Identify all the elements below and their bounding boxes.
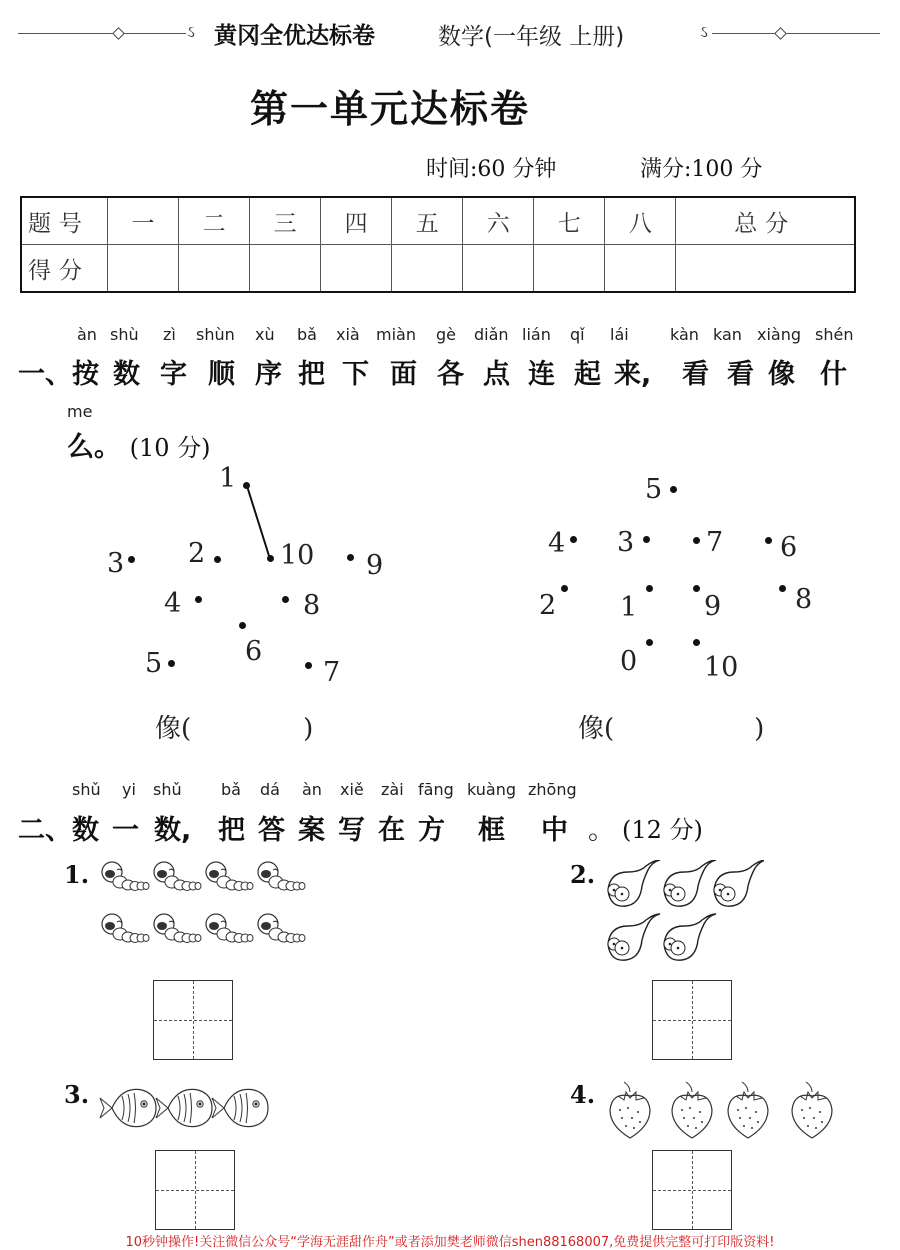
q1-answer-left[interactable] <box>155 708 313 745</box>
pinyin: kuàng <box>467 780 517 799</box>
dot-label: 9 <box>704 591 722 622</box>
dot-label: 8 <box>795 584 813 615</box>
q2-char: 把 <box>218 815 245 846</box>
pinyin: miàn <box>376 325 416 344</box>
q2-char: 案 <box>298 815 325 846</box>
q2-char: 数, <box>154 815 192 846</box>
col-header: 二 <box>179 197 250 245</box>
answer-suffix: ) <box>303 714 314 744</box>
q2-char: 写 <box>338 815 365 846</box>
dot-label: 7 <box>706 527 724 558</box>
dot-2[interactable] <box>561 585 568 592</box>
dot-label: 0 <box>620 646 638 677</box>
dot-10[interactable] <box>693 639 700 646</box>
row-label-score: 得分 <box>21 245 108 293</box>
answer-prefix: 像( <box>578 714 615 744</box>
q2-char: 在 <box>378 815 405 846</box>
col-header: 六 <box>463 197 534 245</box>
item-1-label: 1. <box>64 860 90 889</box>
tadpole-icon <box>604 860 764 970</box>
q1-points: (10 分) <box>129 434 211 462</box>
col-header: 七 <box>534 197 605 245</box>
pinyin: shǔ <box>153 780 182 799</box>
answer-suffix: ) <box>754 714 765 744</box>
pinyin: bǎ <box>297 325 317 344</box>
dot-8[interactable] <box>779 585 786 592</box>
dot-6[interactable] <box>239 622 246 629</box>
pinyin: dá <box>260 780 280 799</box>
dot-5[interactable] <box>670 486 677 493</box>
dot-label: 5 <box>645 474 663 505</box>
pinyin: zhōng <box>528 780 577 799</box>
dot-label: 3 <box>617 527 635 558</box>
pinyin: àn <box>77 325 97 344</box>
dot-4[interactable] <box>195 596 202 603</box>
item-3-answer-box[interactable] <box>155 1150 235 1230</box>
header-brand: 黄冈全优达标卷 <box>214 23 375 49</box>
col-header: 一 <box>108 197 179 245</box>
q1-char: 么。 <box>67 432 121 463</box>
q2-char: 。 <box>588 815 615 846</box>
dot-label: 9 <box>366 550 384 581</box>
dot-label: 2 <box>539 590 557 621</box>
pinyin: me <box>67 402 93 421</box>
col-header: 三 <box>250 197 321 245</box>
dot-label: 8 <box>303 590 321 621</box>
q1-char: 序 <box>255 359 282 390</box>
pinyin: gè <box>436 325 456 344</box>
q1-char: 什 <box>820 359 847 390</box>
answer-prefix: 像( <box>155 714 192 744</box>
q1-char: 来, <box>614 359 652 390</box>
footer-promo-text: 10秒钟操作!关注微信公众号“学海无涯甜作舟”或者添加樊老师微信shen88168007,免费提供完整可打印版资料! <box>125 1235 775 1250</box>
pinyin: yi <box>122 780 136 799</box>
pinyin: xiě <box>340 780 364 799</box>
item-4-answer-box[interactable] <box>652 1150 732 1230</box>
item-2-label: 2. <box>570 860 596 889</box>
dot-1[interactable] <box>243 482 250 489</box>
dot-label: 1 <box>620 592 638 623</box>
dot-label: 7 <box>323 657 341 688</box>
q1-char: 点 <box>483 359 510 390</box>
dot-10[interactable] <box>267 555 274 562</box>
pinyin: xià <box>336 325 360 344</box>
item-2-answer-box[interactable] <box>652 980 732 1060</box>
q1-char: 看 <box>727 359 754 390</box>
q2-char: 框 <box>478 815 505 846</box>
q2-points: (12 分) <box>622 816 703 844</box>
dot-label: 2 <box>188 538 206 569</box>
item-3-label: 3. <box>64 1080 90 1109</box>
q2-char: 二、数 <box>18 815 99 846</box>
dot-label: 1 <box>219 463 237 494</box>
q1-char: 连 <box>528 359 555 390</box>
pinyin: xù <box>255 325 275 344</box>
full-score: 满分:100 分 <box>640 157 763 182</box>
q2-char: 答 <box>258 815 285 846</box>
q1-char: 像 <box>768 359 795 390</box>
q1-answer-right[interactable] <box>578 708 764 745</box>
col-header-total: 总分 <box>676 197 855 245</box>
strawberry-icon <box>606 1080 846 1140</box>
q2-char: 一 <box>112 815 139 846</box>
row-label-question-number: 题号 <box>21 197 108 245</box>
pinyin: lián <box>522 325 551 344</box>
fish-icon <box>98 1080 278 1140</box>
q1-char: 起 <box>574 359 601 390</box>
pinyin: àn <box>302 780 322 799</box>
caterpillar-icon <box>100 860 320 960</box>
dot-label: 3 <box>107 548 125 579</box>
dot-label: 10 <box>704 652 739 683</box>
dot-3[interactable] <box>643 536 650 543</box>
q1-char: 把 <box>298 359 325 390</box>
pinyin: shù <box>110 325 139 344</box>
pinyin: shén <box>815 325 854 344</box>
pinyin: kàn <box>670 325 699 344</box>
dot-9[interactable] <box>693 585 700 592</box>
q1-char: 各 <box>437 359 464 390</box>
dot-2[interactable] <box>214 556 221 563</box>
dot-3[interactable] <box>128 556 135 563</box>
col-header: 八 <box>605 197 676 245</box>
q2-char: 方 <box>418 815 445 846</box>
q1-char: 一、按 <box>18 359 99 390</box>
dot-label: 10 <box>280 540 315 571</box>
q1-char: 看 <box>682 359 709 390</box>
col-header: 五 <box>392 197 463 245</box>
item-4-label: 4. <box>570 1080 596 1109</box>
dot-8[interactable] <box>282 596 289 603</box>
pinyin: zài <box>381 780 404 799</box>
dot-label: 4 <box>548 528 566 559</box>
pinyin: zì <box>163 325 176 344</box>
pinyin: shǔ <box>72 780 101 799</box>
pinyin: shùn <box>196 325 235 344</box>
exam-time: 时间:60 分钟 <box>426 157 557 182</box>
dot-9[interactable] <box>347 554 354 561</box>
pinyin: qǐ <box>570 325 585 344</box>
pinyin: diǎn <box>474 325 509 344</box>
dot-0[interactable] <box>646 639 653 646</box>
pinyin: fāng <box>418 780 454 799</box>
q2-char: 中 <box>541 815 568 846</box>
pinyin: lái <box>610 325 629 344</box>
page-title: 第一单元达标卷 <box>250 86 531 131</box>
dot-7[interactable] <box>305 662 312 669</box>
q1-char: 字 <box>160 359 187 390</box>
dot-label: 5 <box>145 648 163 679</box>
header-subject: 数学(一年级 上册) <box>438 24 625 50</box>
dot-7[interactable] <box>693 537 700 544</box>
dot-label: 6 <box>245 636 263 667</box>
dot-label: 4 <box>164 588 182 619</box>
q1-char: 数 <box>113 359 140 390</box>
dot-label: 6 <box>780 532 798 563</box>
dot-5[interactable] <box>168 660 175 667</box>
dot-1[interactable] <box>646 585 653 592</box>
dot-6[interactable] <box>765 537 772 544</box>
q1-char: 下 <box>342 359 369 390</box>
q1-char: 顺 <box>208 359 235 390</box>
item-1-answer-box[interactable] <box>153 980 233 1060</box>
dot-4[interactable] <box>570 536 577 543</box>
pinyin: kan <box>713 325 742 344</box>
pinyin: bǎ <box>221 780 241 799</box>
q1-char: 面 <box>390 359 417 390</box>
pinyin: xiàng <box>757 325 802 344</box>
col-header: 四 <box>321 197 392 245</box>
